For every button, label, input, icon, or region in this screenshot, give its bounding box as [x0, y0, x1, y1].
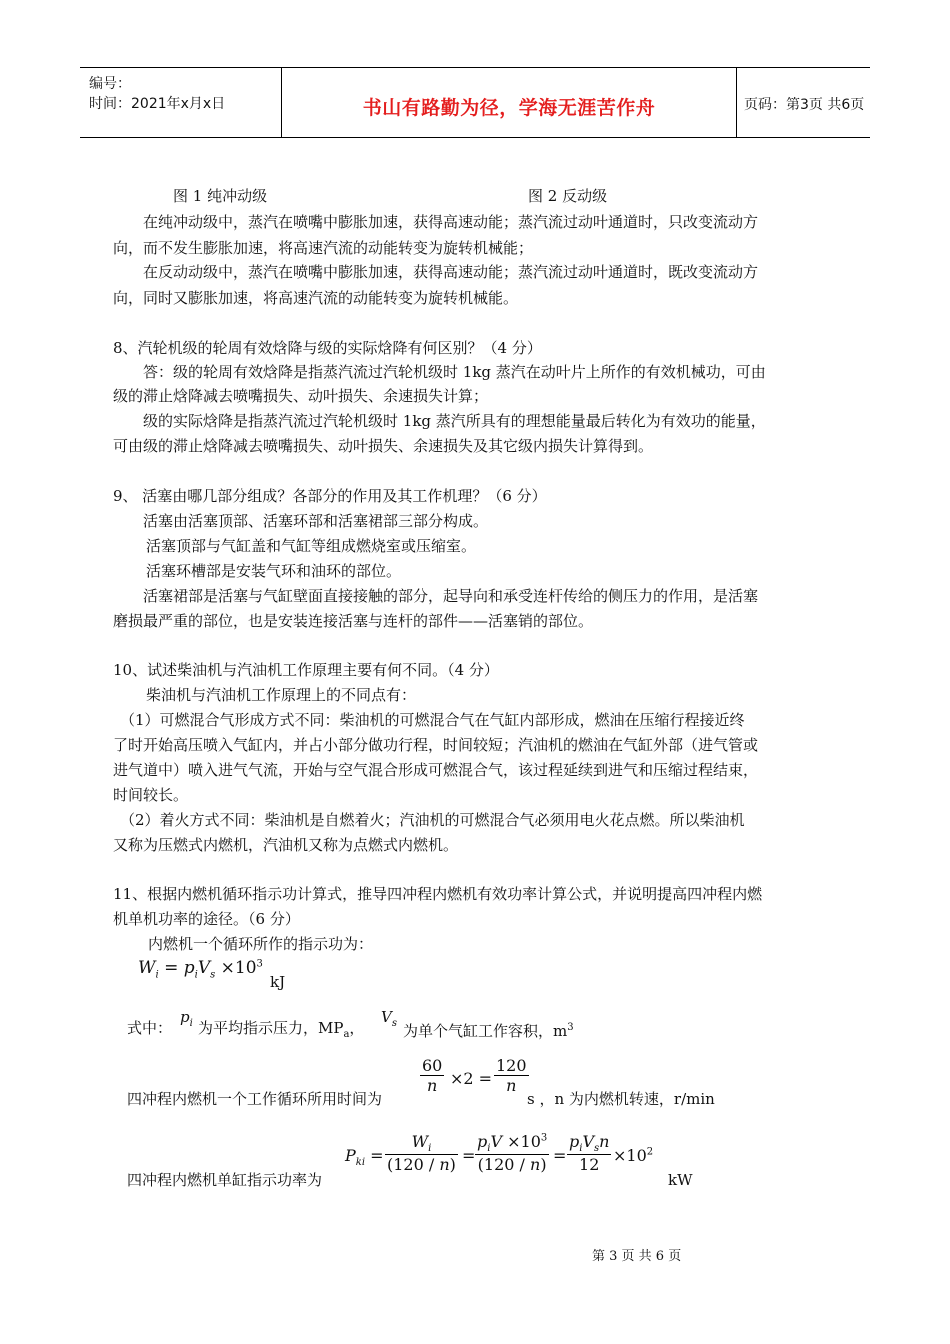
text-line: 活塞由活塞顶部、活塞环部和活塞裙部三部分构成。: [143, 512, 489, 530]
figure-1-caption: 图 1 纯冲动级: [173, 187, 268, 205]
header-motto-cell: [281, 68, 737, 137]
text-line: 活塞裙部是活塞与气缸壁面直接接触的部分，起导向和承受连杆传给的侧压力的作用，是活塞: [143, 587, 759, 605]
text-line: s ，n 为内燃机转速，r/min: [527, 1090, 715, 1108]
question-11: 11、根据内燃机循环指示功计算式，推导四冲程内燃机有效功率计算公式，并说明提高四冲程内燃: [113, 885, 763, 903]
text-line: 为单个气缸工作容积，$m^3$: [403, 1022, 574, 1040]
header-page-cell: [736, 68, 870, 137]
text-line: 为平均指示压力，$MP_a$，: [198, 1019, 365, 1040]
text-line: 活塞顶部与气缸盖和气缸等组成燃烧室或压缩室。: [146, 537, 477, 555]
text-line: 答：级的轮周有效焓降是指蒸汽流过汽轮机级时 1kg 蒸汽在动叶片上所作的有效机械功，可由: [143, 363, 766, 381]
symbol-pi: $p_i$: [180, 1008, 193, 1029]
page-label: 页码：第3页 共6页: [744, 97, 865, 113]
text-line: 了时开始高压喷入气缸内，并占小部分做功行程，时间较短；汽油机的燃油在气缸外部（进气管或: [113, 736, 759, 754]
question-10: 10、试述柴油机与汽油机工作原理主要有何不同。（4 分）: [113, 661, 499, 679]
question-11-cont: 机单机功率的途径。（6 分）: [113, 910, 300, 928]
text-line: 活塞环槽部是安装气环和油环的部位。: [146, 562, 402, 580]
text-line: 向，同时又膨胀加速，将高速汽流的动能转变为旋转机械能。: [113, 289, 519, 307]
text-line: 在纯冲动级中，蒸汽在喷嘴中膨胀加速，获得高速动能；蒸汽流过动叶通道时，只改变流动方: [143, 213, 759, 231]
text-line: 磨损最严重的部位，也是安装连接活塞与连杆的部件——活塞销的部位。: [113, 612, 594, 630]
text-line: （1）可燃混合气形成方式不同：柴油机的可燃混合气在气缸内部形成，燃油在压缩行程接近终: [120, 711, 745, 729]
text-line: 柴油机与汽油机工作原理上的不同点有：: [146, 686, 417, 704]
question-9: 9、 活塞由哪几部分组成？各部分的作用及其工作机理？（6 分）: [113, 487, 547, 505]
unit-kj: kJ: [270, 973, 286, 991]
formula-power: $P_{ki}$ = $\frac{W_i}{(120 / n)}$ = $p_iV \times 10^3$ (120 / n) = $p_iV_sn$ 12 $\times 10^2$: [345, 1132, 654, 1175]
text-line: 进气道中）喷入进气气流，开始与空气混合形成可燃混合气，该过程延续到进气和压缩过程结束，: [113, 761, 759, 779]
figure-2-caption: 图 2 反动级: [528, 187, 608, 205]
formula-work: $W_i = p_iV_s \times 10^3$: [138, 958, 263, 981]
text-line: （2）着火方式不同：柴油机是自燃着火；汽油机的可燃混合气必须用电火花点燃。所以柴油机: [120, 811, 745, 829]
unit-kw: kW: [668, 1171, 693, 1189]
number-label: 编号：: [89, 76, 131, 92]
text-line: 在反动动级中，蒸汽在喷嘴中膨胀加速，获得高速动能；蒸汽流过动叶通道时，既改变流动方: [143, 263, 759, 281]
question-8: 8、汽轮机级的轮周有效焓降与级的实际焓降有何区别？（4 分）: [113, 339, 542, 357]
symbol-vs: $V_s$: [381, 1008, 397, 1029]
text-line: 式中：: [127, 1019, 173, 1037]
text-line: 四冲程内燃机单缸指示功率为: [127, 1171, 323, 1189]
date-label: 时间：2021年x月x日: [89, 96, 226, 112]
text-line: 可由级的滞止焓降减去喷嘴损失、动叶损失、余速损失及其它级内损失计算得到。: [113, 437, 654, 455]
text-line: 级的滞止焓降减去喷嘴损失、动叶损失、余速损失计算；: [113, 387, 489, 405]
text-line: 四冲程内燃机一个工作循环所用时间为: [127, 1090, 383, 1108]
page-footer: 第 3 页 共 6 页: [592, 1249, 682, 1264]
header-left-cell: [80, 68, 281, 137]
text-line: 时间较长。: [113, 786, 189, 804]
text-line: 级的实际焓降是指蒸汽流过汽轮机级时 1kg 蒸汽所具有的理想能量最后转化为有效功的能量，: [143, 412, 766, 430]
page-header: [80, 67, 870, 138]
text-line: 内燃机一个循环所作的指示功为：: [148, 935, 374, 953]
text-line: 向，而不发生膨胀加速，将高速汽流的动能转变为旋转机械能；: [113, 239, 534, 257]
text-line: 又称为压燃式内燃机，汽油机又称为点燃式内燃机。: [113, 836, 459, 854]
motto-text: 书山有路勤为径，学海无涯苦作舟: [362, 97, 656, 119]
